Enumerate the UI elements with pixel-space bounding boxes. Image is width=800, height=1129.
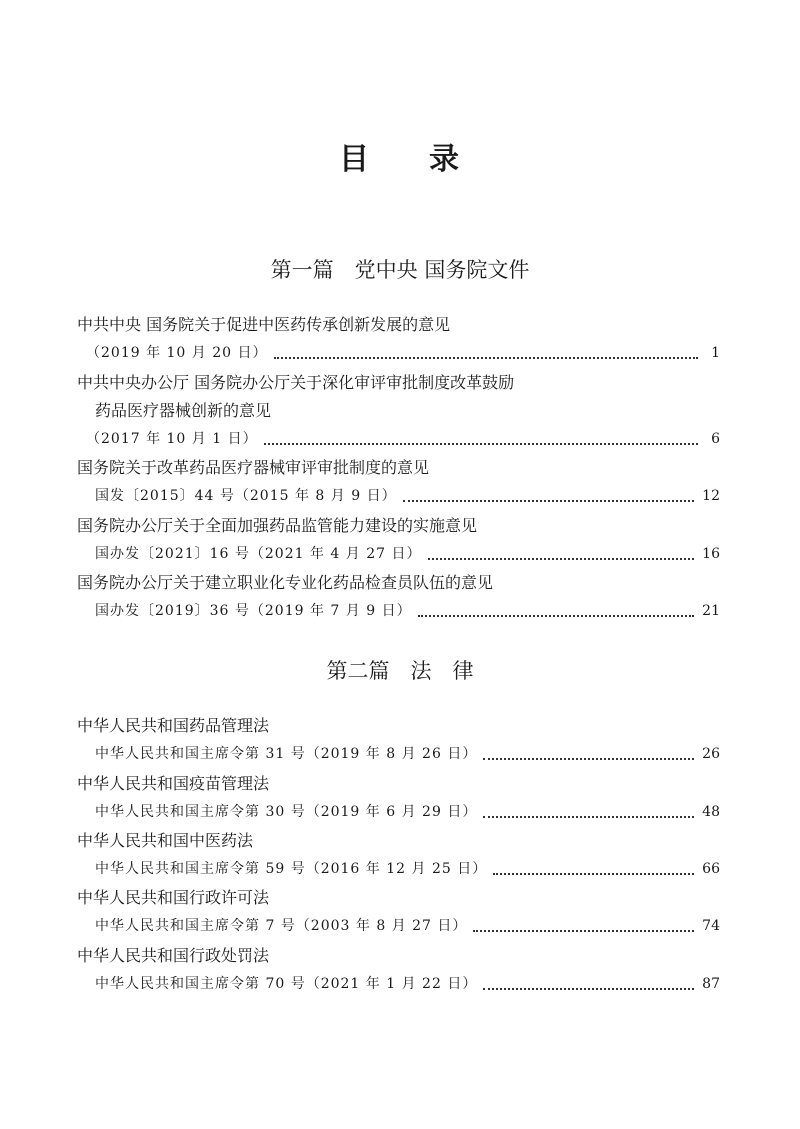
dot-leader — [483, 816, 694, 818]
dot-leader — [473, 930, 694, 932]
toc-page-number: 48 — [702, 804, 720, 820]
page-title-char-2: 录 — [429, 142, 461, 177]
toc-entry-sub[interactable] — [95, 485, 720, 507]
toc-entry-title[interactable]: 国务院关于改革药品医疗器械审评审批制度的意见 — [77, 458, 430, 477]
toc-entry-decree: 中华人民共和国主席令第 7 号（2003 年 8 月 27 日） — [95, 918, 468, 934]
toc-page-number: 16 — [702, 546, 720, 562]
dot-leader — [483, 988, 694, 990]
toc-entry-sub[interactable] — [95, 915, 720, 937]
dot-leader — [493, 873, 694, 875]
toc-entry-title[interactable]: 中华人民共和国疫苗管理法 — [77, 774, 270, 793]
toc-entry-sub[interactable] — [95, 600, 720, 622]
toc-entry-date: （2019 年 10 月 20 日） — [86, 345, 268, 361]
toc-page-number: 21 — [702, 603, 720, 619]
dot-leader — [428, 558, 695, 560]
toc-entry-title-continued[interactable]: 药品医疗器械创新的意见 — [95, 401, 272, 420]
toc-entry-title[interactable]: 国务院办公厅关于建立职业化专业化药品检查员队伍的意见 — [77, 573, 494, 592]
toc-page-number: 87 — [702, 976, 720, 992]
toc-page-number: 12 — [702, 488, 720, 504]
toc-entry-sub[interactable] — [86, 342, 720, 364]
toc-entry-decree: 中华人民共和国主席令第 30 号（2019 年 6 月 29 日） — [95, 804, 478, 820]
toc-entry-sub[interactable] — [95, 801, 720, 823]
toc-entry-sub[interactable] — [95, 858, 720, 880]
section-heading-2: 第二篇 法 律 — [326, 659, 474, 683]
page-title-char-1: 目 — [339, 142, 371, 177]
toc-entry-sub[interactable] — [86, 428, 720, 450]
toc-entry-doc-number: 国办发〔2019〕36 号（2019 年 7 月 9 日） — [95, 603, 412, 619]
toc-entry-title[interactable]: 中华人民共和国行政处罚法 — [77, 946, 270, 965]
toc-entry-date: （2017 年 10 月 1 日） — [86, 431, 258, 447]
toc-entry-decree: 中华人民共和国主席令第 70 号（2021 年 1 月 22 日） — [95, 976, 478, 992]
toc-entry-sub[interactable] — [95, 743, 720, 765]
toc-entry-sub[interactable] — [95, 973, 720, 995]
toc-entry-decree: 中华人民共和国主席令第 31 号（2019 年 8 月 26 日） — [95, 746, 478, 762]
dot-leader — [483, 758, 694, 760]
toc-page-number: 26 — [702, 746, 720, 762]
toc-entry-title[interactable]: 中华人民共和国中医药法 — [77, 831, 254, 850]
toc-entry-doc-number: 国发〔2015〕44 号（2015 年 8 月 9 日） — [95, 488, 397, 504]
toc-page-number: 66 — [702, 861, 720, 877]
dot-leader — [274, 357, 698, 359]
dot-leader — [403, 500, 695, 502]
toc-entry-title[interactable]: 国务院办公厅关于全面加强药品监管能力建设的实施意见 — [77, 516, 478, 535]
section-heading-1: 第一篇 党中央 国务院文件 — [270, 258, 530, 282]
page-title — [0, 140, 800, 180]
toc-entry-decree: 中华人民共和国主席令第 59 号（2016 年 12 月 25 日） — [95, 861, 488, 877]
toc-entry-title[interactable]: 中华人民共和国行政许可法 — [77, 888, 270, 907]
toc-page-number: 1 — [711, 345, 720, 361]
dot-leader — [264, 443, 698, 445]
toc-page-number: 6 — [711, 431, 720, 447]
dot-leader — [418, 615, 695, 617]
toc-entry-title[interactable]: 中共中央办公厅 国务院办公厅关于深化审评审批制度改革鼓励 — [77, 373, 515, 392]
toc-page-number: 74 — [702, 918, 720, 934]
toc-entry-doc-number: 国办发〔2021〕16 号（2021 年 4 月 27 日） — [95, 546, 422, 562]
toc-entry-title[interactable]: 中华人民共和国药品管理法 — [77, 716, 270, 735]
toc-entry-title[interactable]: 中共中央 国务院关于促进中医药传承创新发展的意见 — [77, 315, 451, 334]
toc-entry-sub[interactable] — [95, 543, 720, 565]
